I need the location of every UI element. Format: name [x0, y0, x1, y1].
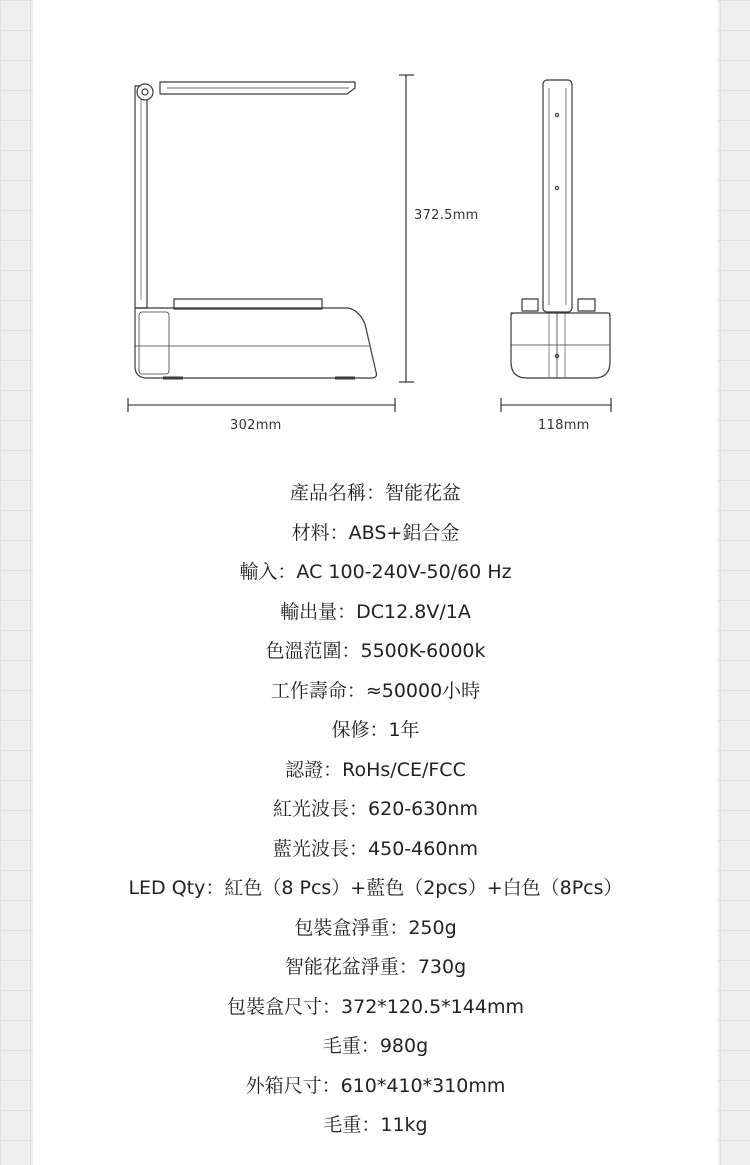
spec-carton-gross-weight: 毛重：11kg — [323, 1114, 428, 1136]
depth-dimension-label: 118mm — [538, 418, 590, 433]
spec-blue-wavelength: 藍光波長：450-460nm — [273, 837, 478, 860]
spec-list — [33, 474, 718, 1146]
spec-certification: 認證：RoHs/CE/FCC — [285, 758, 466, 781]
spec-box-size: 包裝盒尺寸：372*120.5*144mm — [227, 995, 524, 1018]
spec-warranty: 保修：1年 — [331, 719, 420, 741]
width-dimension-label: 302mm — [230, 418, 282, 433]
spec-input: 輸入：AC 100-240V-50/60 Hz — [239, 561, 512, 583]
dimension-diagram — [33, 0, 718, 440]
front-view-drawing — [135, 82, 376, 378]
spec-material: 材料：ABS+鋁合金 — [291, 521, 460, 544]
spec-carton-size: 外箱尺寸：610*410*310mm — [245, 1074, 506, 1097]
spec-gross-weight: 毛重：980g — [322, 1035, 429, 1057]
spec-lifespan: 工作壽命：≈50000小時 — [270, 679, 481, 702]
height-dimension-label: 372.5mm — [414, 208, 479, 223]
spec-red-wavelength: 紅光波長：620-630nm — [273, 798, 478, 820]
spec-color-temperature: 色溫范圍：5500K-6000k — [265, 640, 486, 662]
spec-led-qty: LED Qty：紅色（8 Pcs）+藍色（2pcs）+白色（8Pcs） — [128, 877, 623, 899]
side-view-drawing — [511, 80, 610, 378]
spec-box-net-weight: 包裝盒淨重：250g — [294, 916, 457, 939]
spec-pot-net-weight: 智能花盆淨重：730g — [284, 956, 467, 978]
spec-sheet — [33, 0, 718, 1165]
spec-product-name: 產品名稱：智能花盆 — [289, 482, 461, 504]
spec-output: 輸出量：DC12.8V/1A — [280, 600, 471, 623]
